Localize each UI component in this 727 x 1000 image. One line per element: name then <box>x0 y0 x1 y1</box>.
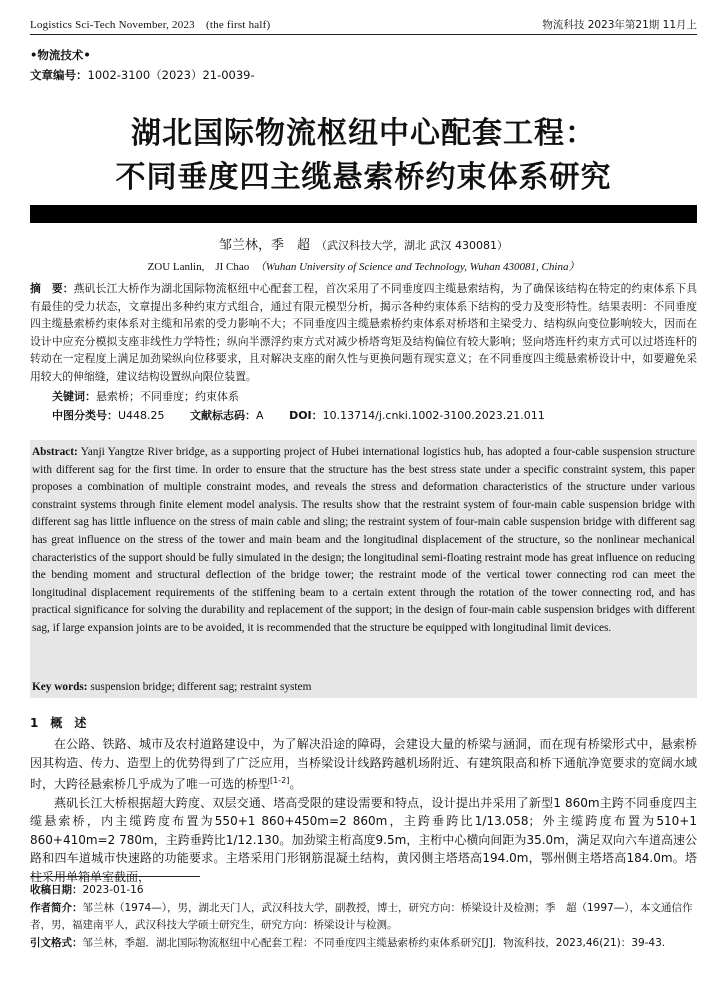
paragraph: 燕矶长江大桥根据超大跨度、双层交通、塔高受限的建设需要和特点，设计提出并采用了新型1 860m主跨不同垂度四主缆悬索桥，内主缆跨度布置为550+1 860+450m=2 860m，主跨垂跨比1/13.058；外主缆跨度布置为510+1 860+410m=2 780m，主跨垂跨比1/12.130。加劲梁主桁高度9.5m，主桁中心横向间距为35.0m，满足双向六车道高速公路和四车道城市快速路的功能要求。主塔采用门形钢筋混凝土结构，黄冈侧主塔塔高194.0m，鄂州侧主塔塔高184.0m。塔柱采用单箱单室截面， <box>30 795 697 884</box>
authors-cn <box>0 234 727 253</box>
author-names-cn: 邹兰林，季 超 <box>219 238 311 253</box>
citation-ref: [1-2] <box>270 776 290 785</box>
abstract-en-label: Abstract: <box>32 446 78 458</box>
paragraph-1-end: 。 <box>289 777 302 791</box>
footnote-rule <box>30 876 200 877</box>
footnotes <box>30 882 697 952</box>
abstract-en-text: Yanji Yangtze River bridge, as a supporting project of Hubei international logistics hub, has adopted a four-cable suspension structure with different sag for the first time. In order to ensure that the structure has the best stress state under a specific constraint system, this paper proposes a combination of multiple constraint modes, and reveals the stress and deformation characteristics of the structure under various constraint systems through finite element model analysis. The results show that the restraint system of four-main cable suspension bridge with different sag has little influence on the stress of main cable and sling; the restraint system of four-main cable suspension bridge with different sag has great influence on the stress of the tower and main beam and the longitudinal displacement of the structure, so the nonlinear mechanical characteristics of the support should be fully simulated in the design; the longitudinal semi-floating restraint mode has great influence on reducing the bending moment and structural deflection of the bridge tower; the restraint mode of the vertical tower connecting rod can meet the longitudinal displacement requirements of the stiffening beam to a certain extent through the rotation of the tower connecting rod, and has practical significance for solving the durability and replacement of the support; in the design of four-main cable suspension bridges with different sag, if large expansion joints are to be avoided, it is recommended that the structure be equipped with longitudinal limit devices. <box>32 446 695 634</box>
doc-code-label: 文献标志码： <box>190 409 257 422</box>
citation-text: 邹兰林，季超．湖北国际物流枢纽中心配套工程：不同垂度四主缆悬索桥约束体系研究[J]．物流科技，2023,46(21)：39-43. <box>82 936 666 949</box>
article-meta <box>30 45 255 85</box>
keywords-en-label: Key words: <box>32 681 88 693</box>
citation-label: 引文格式： <box>30 936 83 949</box>
clc-label: 中图分类号： <box>52 409 118 422</box>
doc-code-value: A <box>256 409 264 422</box>
author-bio-label: 作者简介： <box>30 901 83 914</box>
keywords-cn <box>52 388 239 404</box>
abstract-cn-label: 摘 要： <box>30 282 74 295</box>
abstract-cn-text: 燕矶长江大桥作为湖北国际物流枢纽中心配套工程，首次采用了不同垂度四主缆悬索结构，为了确保该结构在特定的约束体系下具有最佳的受力状态，文章提出多种约束方式组合，通过有限元模型分析，揭示各种约束体系下结构的受力及变形特性。结果表明：不同垂度四主缆悬索桥约束体系对主缆和吊索的受力影响不大；不同垂度四主缆悬索桥约束体系对桥塔和主梁受力、结构纵向变位影响较大，因而在设计中应充分模拟支座非线性力学特性；纵向半漂浮约束方式对减少桥塔弯矩及结构偏位有较大影响；竖向塔连杆约束方式可以过塔连杆的转动在一定程度上满足加劲梁纵向位移要求，且对解决支座的耐久性与更换问题有现实意义；在不同垂度四主缆悬索桥设计中，如要避免采用较大的伸缩缝，建议结构设置纵向限位装置。 <box>30 282 697 383</box>
journal-name-cn: 物流科技 2023年第21期 11月上 <box>542 19 697 31</box>
keywords-en-text: suspension bridge; different sag; restraint system <box>90 681 312 693</box>
paragraph <box>30 735 697 794</box>
received-label: 收稿日期： <box>30 884 83 896</box>
author-bio <box>30 900 697 935</box>
page-title <box>0 112 727 200</box>
title-line-1: 湖北国际物流枢纽中心配套工程： <box>131 116 596 151</box>
affiliation-cn: （武汉科技大学，湖北 武汉 430081） <box>316 239 508 252</box>
article-number-label: 文章编号： <box>30 68 88 82</box>
paragraph-1-text: 在公路、铁路、城市及农村道路建设中，为了解决沿途的障碍，会建设大量的桥梁与涵洞，而在现有桥梁形式中，悬索桥因其构造、传力、造型上的优势得到了广泛应用，当桥梁设计线路跨越机场附近、有建筑限高和桥下通航净宽要求的宽阔水域时，大跨径悬索桥几乎成为了唯一可选的桥型 <box>30 737 697 791</box>
running-header <box>30 10 697 35</box>
author-bio-text: 邹兰林（1974—），男，湖北天门人，武汉科技大学，副教授，博士，研究方向：桥梁设计及检测；季 超（1997—），本文通信作者，男，福建南平人，武汉科技大学硕士研究生，研究方向：桥梁设计与检测。 <box>30 901 693 931</box>
keywords-cn-label: 关键词： <box>52 390 96 403</box>
abstract-en <box>32 444 695 638</box>
abstract-cn <box>30 280 697 385</box>
section-heading: 1 概 述 <box>30 716 87 730</box>
keywords-cn-text: 悬索桥；不同垂度；约束体系 <box>96 390 239 403</box>
affiliation-en: （Wuhan University of Science and Technology, Wuhan 430081, China） <box>254 261 580 273</box>
doi-value: 10.13714/j.cnki.1002-3100.2023.21.011 <box>322 409 545 422</box>
clc-value: U448.25 <box>118 409 165 422</box>
classification-line <box>52 407 545 423</box>
keywords-en <box>32 681 311 693</box>
body-text <box>30 735 697 886</box>
column-label: •物流技术• <box>30 48 91 62</box>
title-rule <box>30 205 697 223</box>
received-date <box>30 882 697 900</box>
title-line-2: 不同垂度四主缆悬索桥约束体系研究 <box>115 160 612 195</box>
doi-label: DOI： <box>289 409 323 422</box>
journal-name-en: Logistics Sci-Tech November, 2023 (the first half) <box>30 19 271 31</box>
received-value: 2023-01-16 <box>82 884 144 896</box>
article-number <box>30 65 255 85</box>
article-number-value: 1002-3100（2023）21-0039- <box>87 68 255 82</box>
authors-en <box>0 258 727 274</box>
citation-format <box>30 935 697 953</box>
author-names-en: ZOU Lanlin, JI Chao <box>147 261 250 273</box>
